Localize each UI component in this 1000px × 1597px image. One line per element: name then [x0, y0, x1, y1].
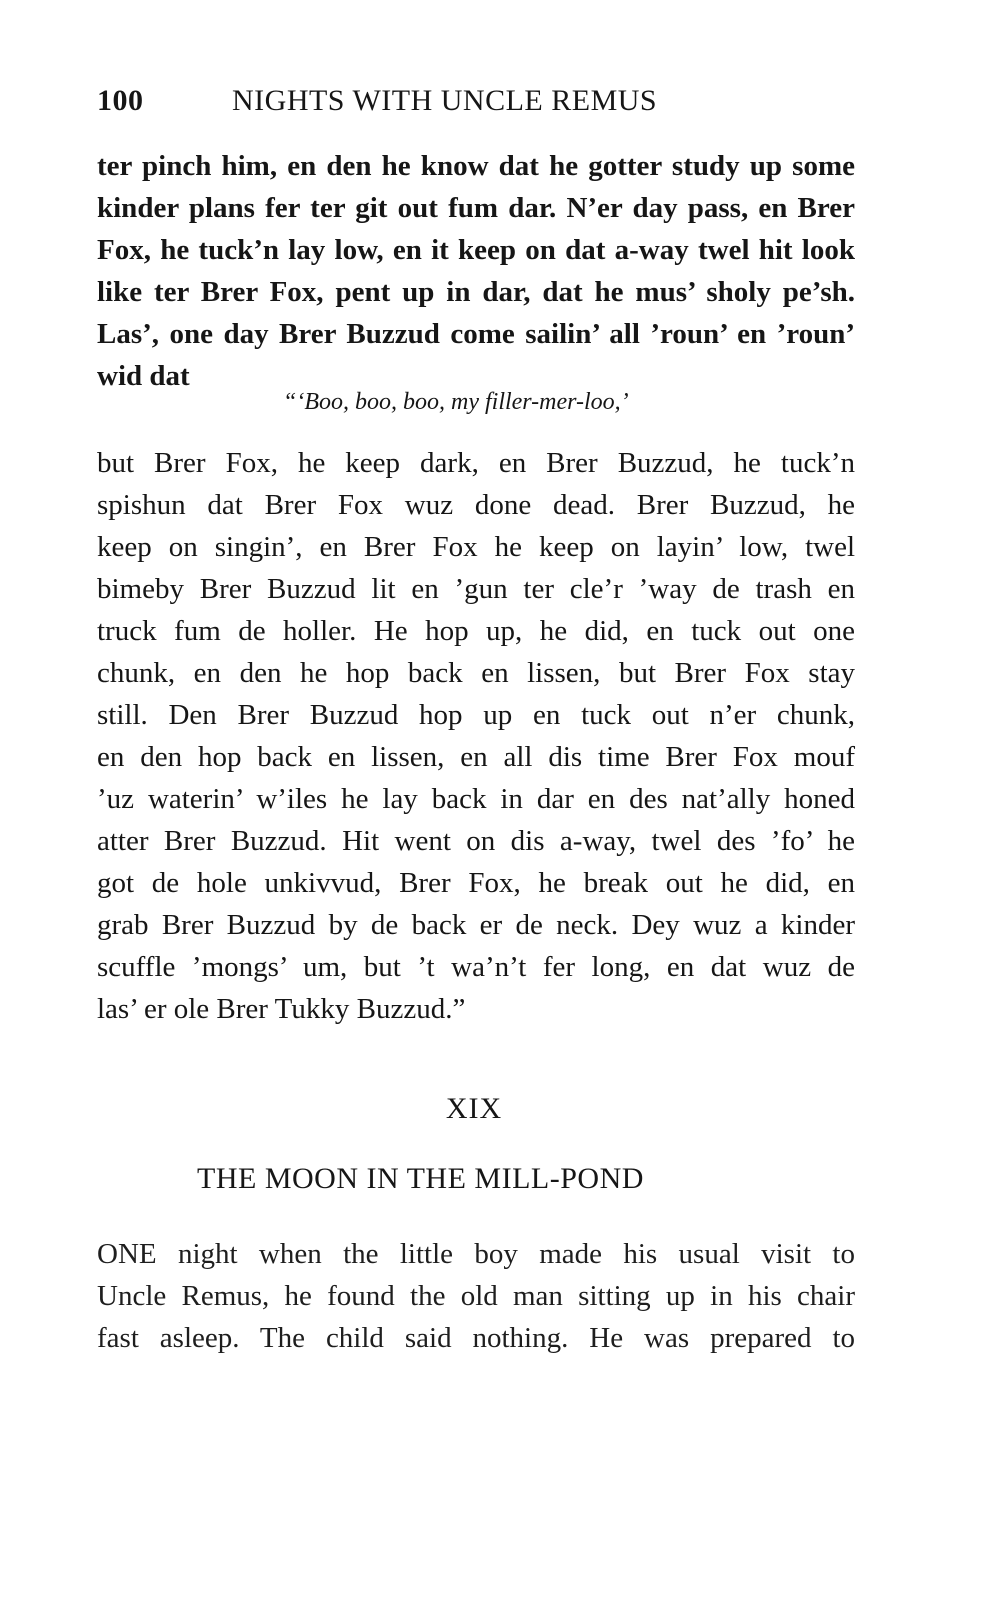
- text-line: bimeby Brer Buzzud lit en ’gun ter cle’r ’way de trash en: [97, 573, 855, 605]
- text-line: las’ er ole Brer Tukky Buzzud.”: [97, 993, 466, 1025]
- paragraph-chapter-opening: [97, 1233, 855, 1359]
- running-title: NIGHTS WITH UNCLE REMUS: [232, 84, 658, 117]
- text-line: like ter Brer Fox, pent up in dar, dat he mus’ sholy pe’sh.: [97, 276, 855, 308]
- running-head: [97, 84, 857, 128]
- text-line: still. Den Brer Buzzud hop up en tuck out n’er chunk,: [97, 699, 855, 731]
- text-line: chunk, en den he hop back en lissen, but Brer Fox stay: [97, 657, 855, 689]
- text-line: atter Brer Buzzud. Hit went on dis a-way, twel des ’fo’ he: [97, 825, 855, 857]
- page-number: 100: [97, 84, 144, 117]
- text-line: spishun dat Brer Fox wuz done dead. Brer Buzzud, he: [97, 489, 855, 521]
- text-line: grab Brer Buzzud by de back er de neck. Dey wuz a kinder: [97, 909, 855, 941]
- text-line: kinder plans fer ter git out fum dar. N’er day pass, en Brer: [97, 192, 855, 224]
- text-line: scuffle ’mongs’ um, but ’t wa’n’t fer long, en dat wuz de: [97, 951, 855, 983]
- paragraph-story: [97, 442, 855, 1030]
- text-line: but Brer Fox, he keep dark, en Brer Buzzud, he tuck’n: [97, 447, 855, 479]
- text-line: ter pinch him, en den he know dat he gotter study up some: [97, 150, 855, 182]
- text-line: keep on singin’, en Brer Fox he keep on layin’ low, twel: [97, 531, 855, 563]
- paragraph-continued: [97, 145, 855, 397]
- text-line: Fox, he tuck’n lay low, en it keep on dat a-way twel hit look: [97, 234, 855, 266]
- text-line: truck fum de holler. He hop up, he did, en tuck out one: [97, 615, 855, 647]
- text-line: got de hole unkivvud, Brer Fox, he break out he did, en: [97, 867, 855, 899]
- chapter-number: XIX: [445, 1092, 503, 1125]
- chapter-title: THE MOON IN THE MILL-POND: [197, 1162, 644, 1195]
- text-line: ONE night when the little boy made his usual visit to: [97, 1238, 855, 1270]
- text-line: Las’, one day Brer Buzzud come sailin’ all ’roun’ en ’roun’: [97, 318, 855, 350]
- text-line: fast asleep. The child said nothing. He was prepared to: [97, 1322, 855, 1354]
- text-line: wid dat: [97, 360, 190, 392]
- text-line: en den hop back en lissen, en all dis time Brer Fox mouf: [97, 741, 855, 773]
- text-line: Uncle Remus, he found the old man sitting up in his chair: [97, 1280, 855, 1312]
- song-verse: “‘Boo, boo, boo, my filler-mer-loo,’: [283, 389, 629, 415]
- text-line: ’uz waterin’ w’iles he lay back in dar en des nat’ally honed: [97, 783, 855, 815]
